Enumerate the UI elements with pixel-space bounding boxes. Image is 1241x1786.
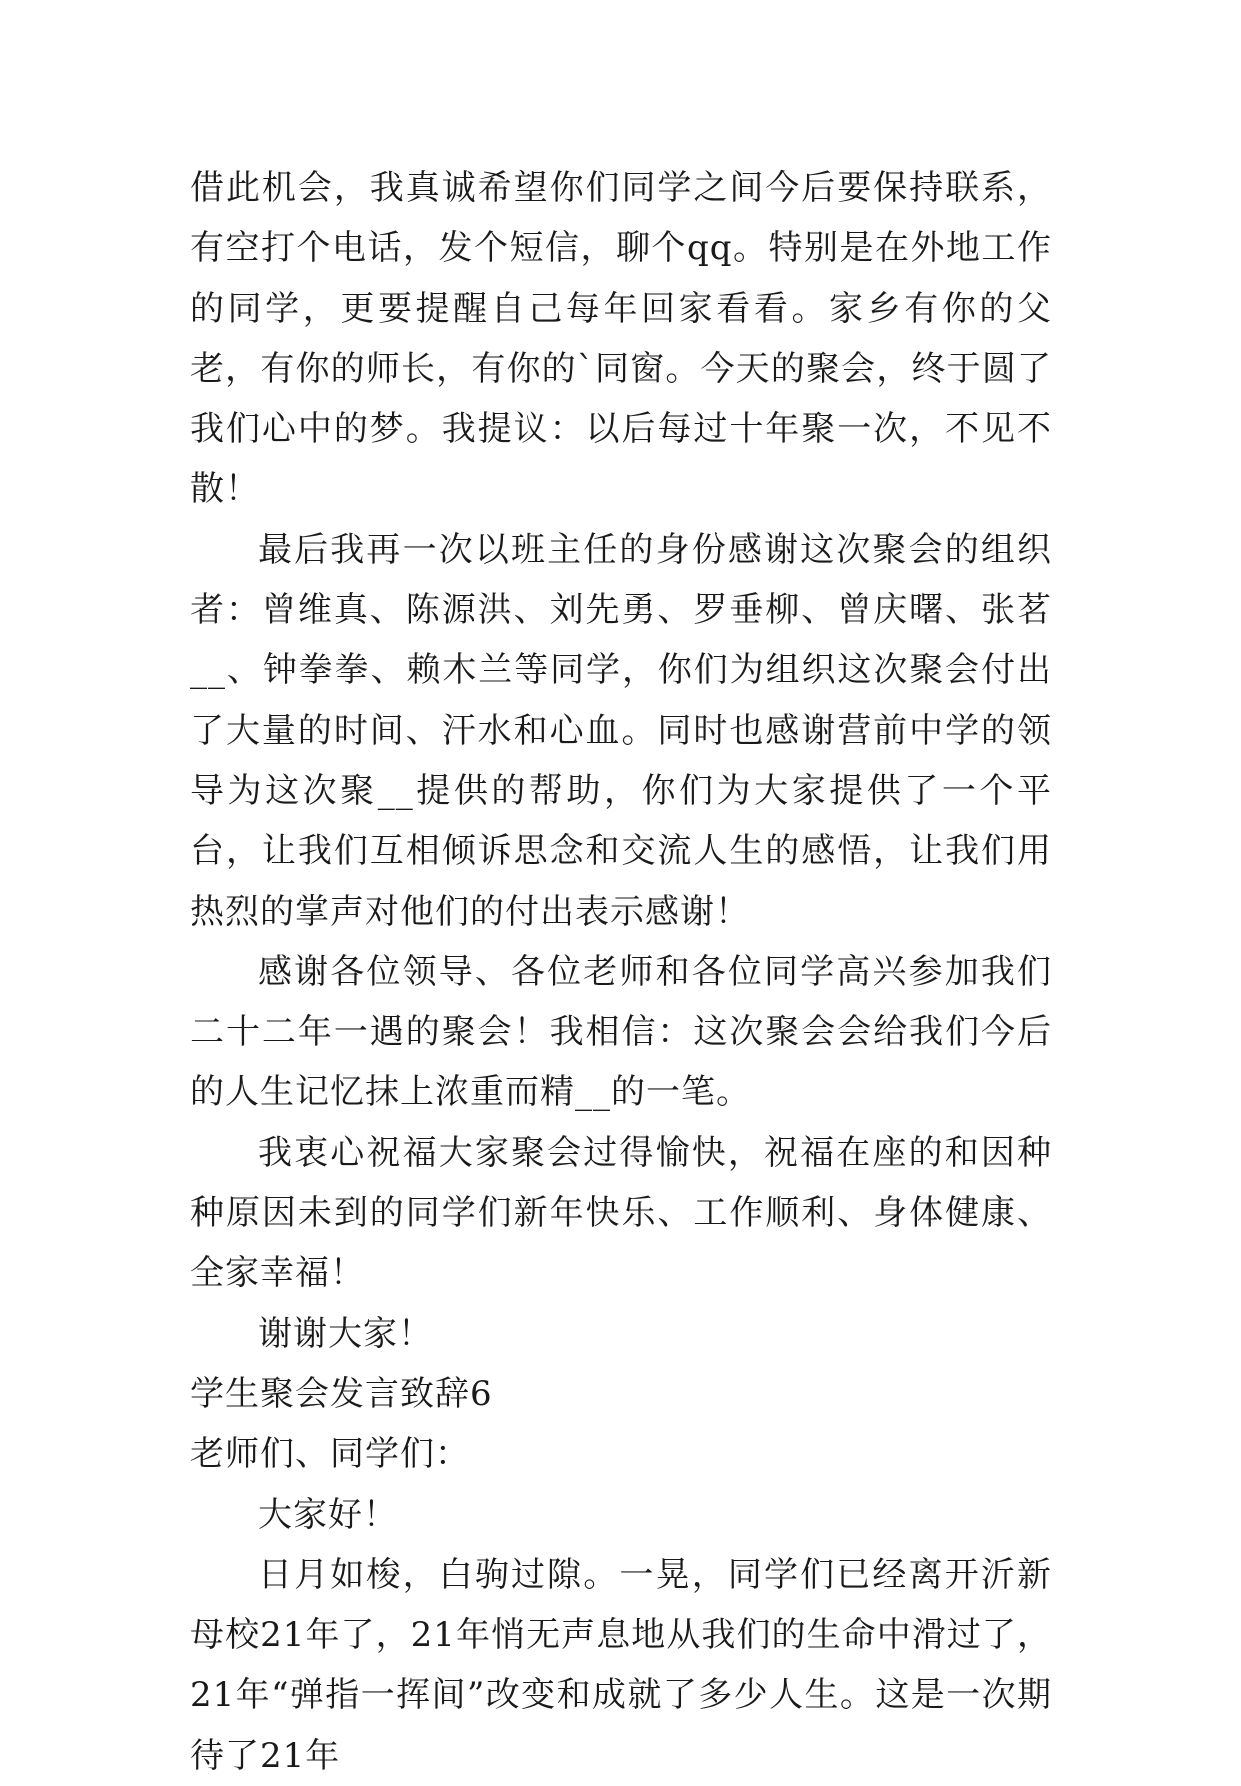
paragraph-thanks-organizers: 最后我再一次以班主任的身份感谢这次聚会的组织者：曾维真、陈源洪、刘先勇、罗垂柳、曾庆曙、张茗__、钟拳拳、赖木兰等同学，你们为组织这次聚会付出了大量的时间、汗水和心血。同时也感谢营前中学的领导为这次聚__提供的帮助，你们为大家提供了一个平台，让我们互相倾诉思念和交流人生的感悟，让我们用热烈的掌声对他们的付出表示感谢！ [190,529,1052,932]
section-heading: 学生聚会发言致辞6 [190,1373,493,1414]
paragraph-blessings: 我衷心祝福大家聚会过得愉快，祝福在座的和因种种原因未到的同学们新年快乐、工作顺利、身体健康、全家幸福！ [190,1132,1052,1294]
paragraph-opening: 日月如梭，白驹过隙。一晃，同学们已经离开沂新母校21年了，21年悄无声息地从我们的生命中滑过了，21年“弹指一挥间”改变和成就了多少人生。这是一次期待了21年 [190,1554,1052,1776]
paragraph-closing-wishes: 借此机会，我真诚希望你们同学之间今后要保持联系，有空打个电话，发个短信，聊个qq。特别是在外地工作的同学，更要提醒自己每年回家看看。家乡有你的父老，有你的师长，有你的`同窗。今天的聚会，终于圆了我们心中的梦。我提议：以后每过十年聚一次，不见不散！ [190,168,1052,510]
document-body [190,158,1052,1786]
paragraph-thank-you: 谢谢大家！ [258,1313,433,1354]
greeting: 大家好！ [258,1494,398,1535]
paragraph-thanks-attendees: 感谢各位领导、各位老师和各位同学高兴参加我们二十二年一遇的聚会！我相信：这次聚会会给我们今后的人生记忆抹上浓重而精__的一笔。 [190,951,1052,1113]
salutation: 老师们、同学们： [190,1434,470,1475]
